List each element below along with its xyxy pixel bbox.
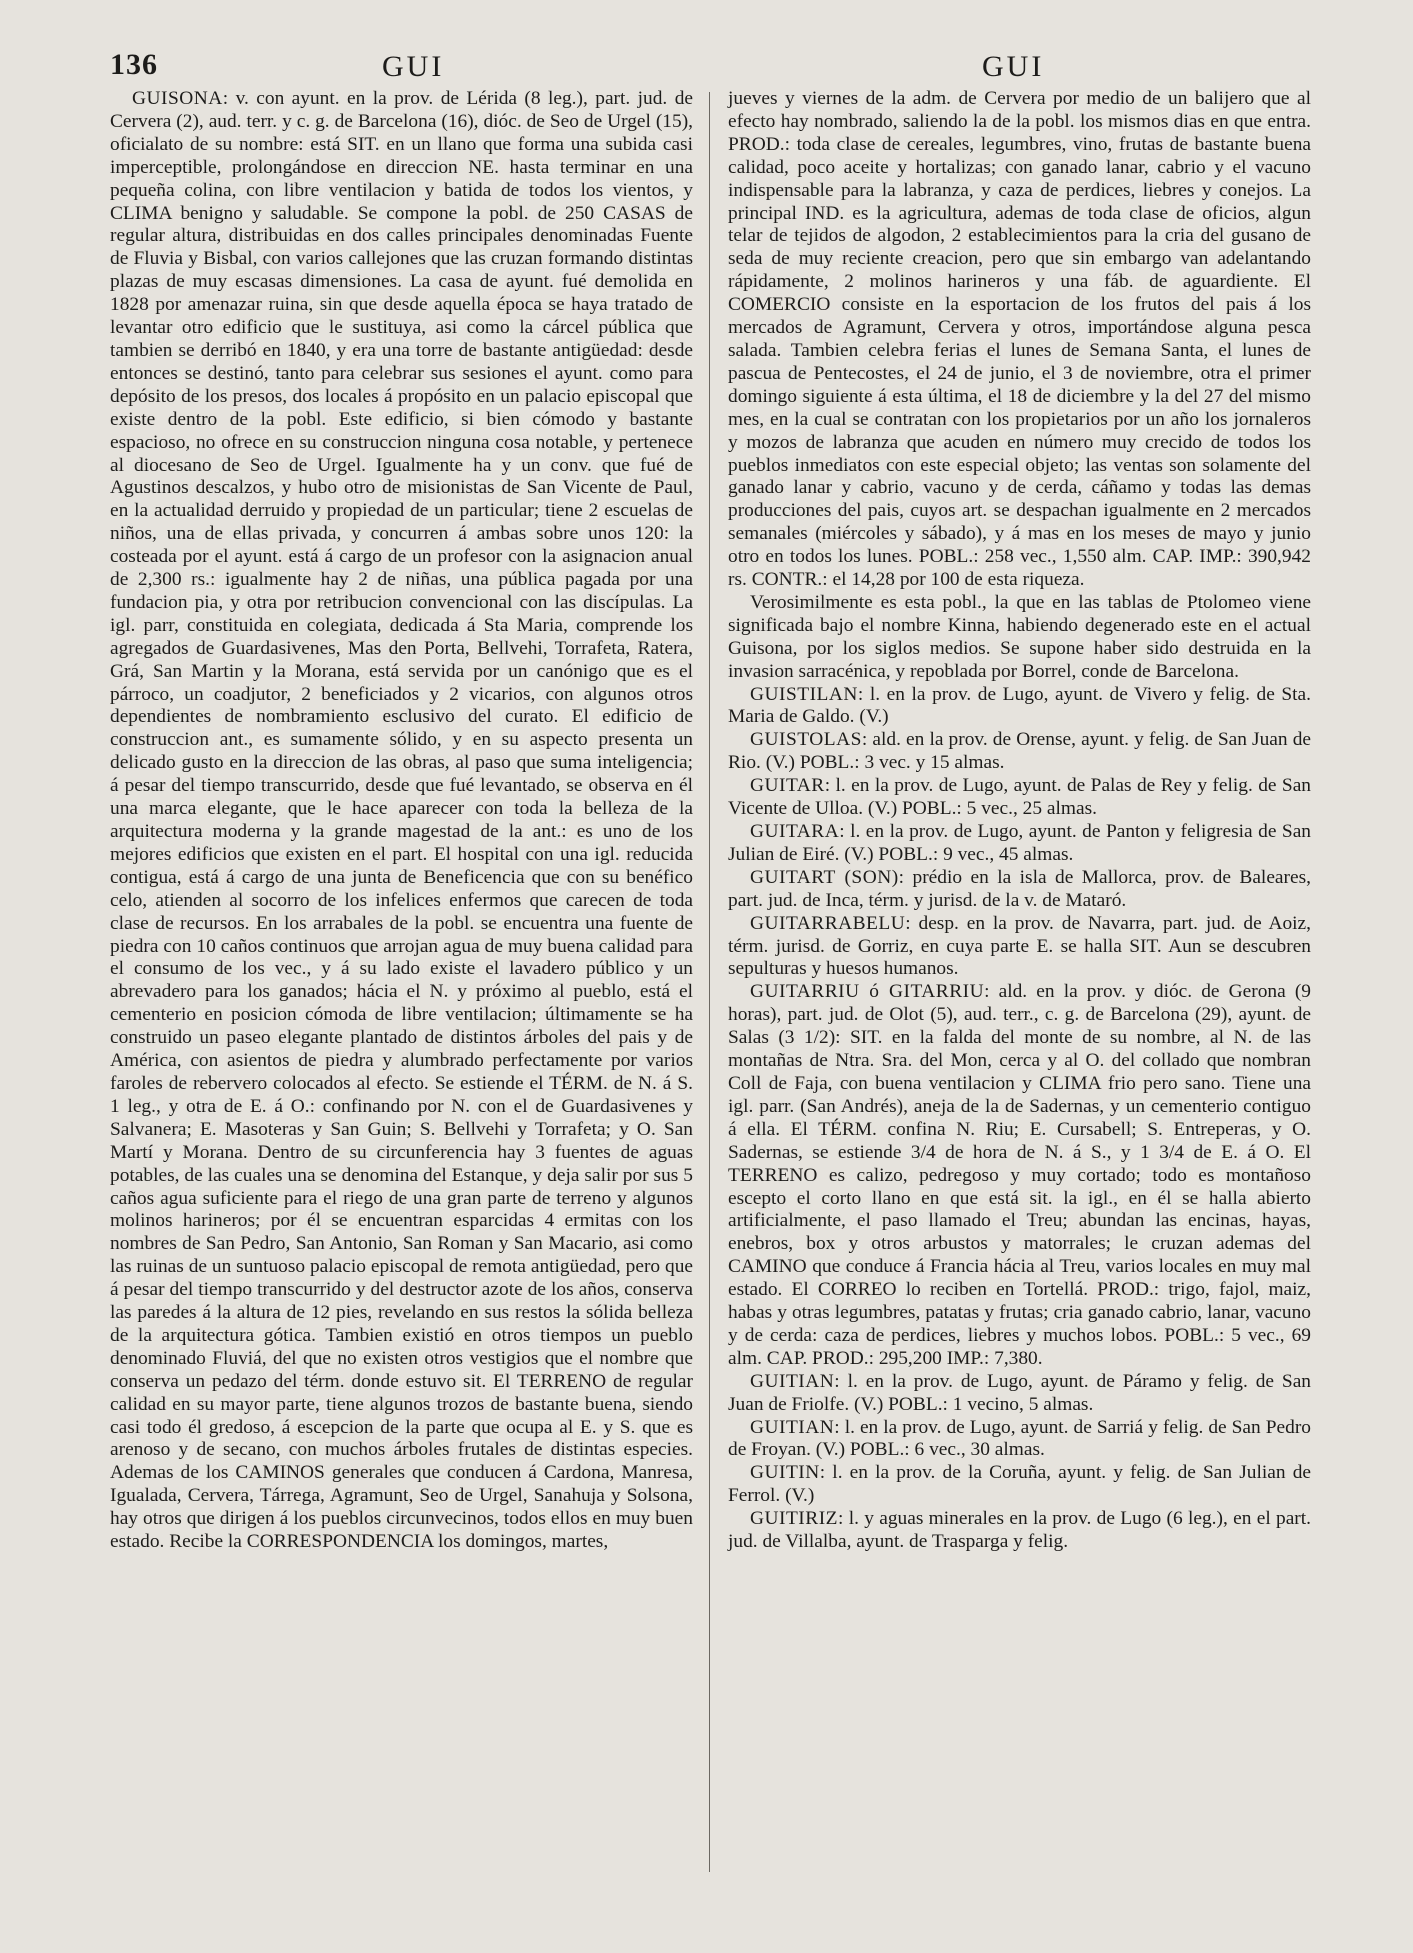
gazetteer-entry: [110, 88, 693, 1554]
gazetteer-entry: [728, 729, 1311, 775]
entry-headword: GUITIAN: [750, 1370, 835, 1392]
entry-headword: GUITIAN: [750, 1416, 835, 1438]
entry-headword: GUITARRIU ó GITARRIU: [750, 981, 985, 1003]
entry-headword: GUITIN: [750, 1462, 820, 1484]
gazetteer-entry: [728, 1417, 1311, 1463]
gazetteer-entry: [728, 981, 1311, 1370]
entry-text: : l. en la prov. de la Coruña, ayunt. y felig. de San Julian de Ferrol. (V.): [728, 1462, 1311, 1507]
entry-text: : l. en la prov. de Lugo, ayunt. de Sarriá y felig. de San Pedro de Froyan. (V.) POBL.: 6 vec., 30 almas.: [728, 1416, 1311, 1461]
entry-headword: GUITIRIZ: [750, 1508, 839, 1530]
entry-headword: GUISTOLAS: [750, 729, 862, 751]
gazetteer-entry: [728, 592, 1311, 684]
entry-headword: GUITAR: [750, 775, 825, 797]
entry-text: : l. en la prov. de Lugo, ayunt. de Vivero y felig. de Sta. Maria de Galdo. (V.): [728, 683, 1311, 728]
page-number: 136: [110, 48, 158, 81]
gazetteer-entry: [728, 1371, 1311, 1417]
entry-text: : l. en la prov. de Lugo, ayunt. de Páramo y felig. de San Juan de Friolfe. (V.) POBL.: 1 vecino, 5 almas.: [728, 1370, 1311, 1415]
entry-text: : prédio en la isla de Mallorca, prov. de Baleares, part. jud. de Inca, térm. y jurisd. de la v. de Mataró.: [728, 866, 1311, 911]
right-column: [728, 88, 1311, 1554]
entry-text: : ald. en la prov. de Orense, ayunt. y felig. de San Juan de Rio. (V.) POBL.: 3 vec. y 15 almas.: [728, 729, 1311, 774]
entry-headword: GUITART (SON): [750, 866, 899, 888]
gazetteer-entry: [728, 88, 1311, 592]
entry-text: : l. en la prov. de Lugo, ayunt. de Palas de Rey y felig. de San Vicente de Ulloa. (V.) POBL.: 5 vec., 25 almas.: [728, 775, 1311, 820]
column-divider: [709, 92, 710, 1872]
gazetteer-entry: [728, 1508, 1311, 1554]
gazetteer-entry: [728, 867, 1311, 913]
gazetteer-entry: [728, 913, 1311, 982]
running-head-left: GUI: [382, 50, 445, 83]
gazetteer-entry: [728, 1462, 1311, 1508]
gazetteer-entry: [728, 775, 1311, 821]
entry-headword: GUITARRABELU: [750, 912, 906, 934]
entry-text: : v. con ayunt. en la prov. de Lérida (8 leg.), part. jud. de Cervera (2), aud. terr. y c. g. de Barcelona (16), dióc. de Seo de Urgel (15), oficialato de su nombre: está SIT. en un llano que forma una subida casi imperceptible, prolongándose en direccion NE. hasta terminar en una pequeña colina, con libre ventilacion y batida de todos los vientos, y CLIMA benigno y saludable. Se compone la pobl. de 250 CASAS de regular altura, distribuidas en dos calles principales denominadas Fuente de Fluvia y Bisbal, con varios callejones que las cruzan formando distintas plazas de muy escasas dimensiones. La casa de ayunt. fué demolida en 1828 por amenazar ruina, sin que desde aquella época se haya tratado de levantar otro edificio que le sustituya, asi como la cárcel pública que tambien se derribó en 1840, y era una torre de bastante antigüedad: desde entonces se destinó, tanto para celebrar sus sesiones el ayunt. como para depósito de los presos, dos locales á propósito en un palacio episcopal que existe dentro de la pobl. Este edificio, si bien cómodo y bastante espacioso, no ofrece en su construccion ninguna cosa notable, y pertenece al diocesano de Seo de Urgel. Igualmente ha y un conv. que fué de Agustinos descalzos, y hubo otro de misionistas de San Vicente de Paul, en la actualidad derruido y propiedad de un particular; tiene 2 escuelas de niños, una de ellas privada, y concurren á ambas sobre unos 120: la costeada por el ayunt. está á cargo de un profesor con la asignacion anual de 2,300 rs.: igualmente hay 2 de niñas, una pública pagada por una fundacion pia, y otra por retribucion convencional con las discípulas. La igl. parr, constituida en colegiata, dedicada á Sta Maria, comprende los agregados de Guardasivenes, Mas den Porta, Bellvehi, Torrafeta, Ratera, Grá, San Martin y la Morana, está servida por un canónigo que es el párroco, un coadjutor, 2 beneficiados y 2 vicarios, con algunos otros dependientes de nombramiento esclusivo del curato. El edificio de construccion ant., es sumamente sólido, y en su aspecto presenta un delicado gusto en la direccion de las obras, al paso que suma inteligencia; á pesar del tiempo transcurrido, desde que fué levantado, se observa en él una marca elegante, que le hace aparecer con toda la belleza de la arquitectura moderna y la grande magestad de la ant.: es uno de los mejores edificios que existen en el part. El hospital con una igl. reducida contigua, está á cargo de una junta de Beneficencia que con su benéfico celo, atienden al socorro de los infelices enfermos que carecen de toda clase de recursos. En los arrabales de la pobl. se encuentra una fuente de piedra con 10 caños continuos que arrojan agua de muy buena calidad para el consumo de los vec., y á su lado existe el lavadero público y un abrevadero para los ganados; hácia el N. y próximo al pueblo, está el cementerio en posicion cómoda de libre ventilacion; últimamente se ha construido un paseo elegante plantado de distintos árboles del pais y de América, con asientos de piedra y alumbrado perfectamente por varios faroles de rebervero colocados al efecto. Se estiende el TÉRM. de N. á S. 1 leg., y otra de E. á O.: confinando por N. con el de Guardasivenes y Salvanera; E. Masoteras y San Guin; S. Bellvehi y Torrafeta; y O. San Martí y Morana. Dentro de su circunferencia hay 3 fuentes de aguas potables, de las cuales una se denomina del Estanque, y deja salir por sus 5 caños agua suficiente para el riego de una gran parte de terreno y algunos molinos harineros; por él se encuentran esparcidas 4 ermitas con los nombres de San Pedro, San Antonio, San Roman y San Macario, asi como las ruinas de un suntuoso palacio episcopal de remota antigüedad, pero que á pesar del tiempo transcurrido y del destructor azote de los años, conserva las paredes á la altura de 12 pies, revelando en sus restos la sólida belleza de la arquitectura gótica. Tambien existió en otros tiempos un pueblo denominado Fluviá, del que no existen otros vestigios que el nombre que conserva un pedazo del térm. donde estuvo sit. El TERRENO de regular calidad en su mayor parte, tiene algunos trozos de bastante buena, siendo casi todo él gredoso, á escepcion de la parte que ocupa al E. y S. que es arenoso y de secano, con muchos árboles frutales de distintas especies. Ademas de los CAMINOS generales que conducen á Cardona, Manresa, Igualada, Cervera, Tárrega, Agramunt, Seo de Urgel, Sanahuja y Solsona, hay otros que dirigen á los pueblos circunvecinos, todos ellos en muy buen estado. Recibe la CORRESPONDENCIA los domingos, martes,: [110, 88, 693, 1553]
entry-text: jueves y viernes de la adm. de Cervera por medio de un balijero que al efecto hay nombrado, saliendo la de la pobl. los mismos dias en que entra. PROD.: toda clase de cereales, legumbres, vino, frutas de bastante buena calidad, poco aceite y hortalizas; con ganado lanar, cabrio y el vacuno indispensable para la labranza, y caza de perdices, liebres y conejos. La principal IND. es la agricultura, ademas de toda clase de oficios, algun telar de tejidos de algodon, 2 establecimientos para la cria del gusano de seda de muy reciente creacion, pero que sin embargo van adelantando rápidamente, 2 molinos harineros y una fáb. de aguardiente. El COMERCIO consiste en la esportacion de los frutos del pais á los mercados de Agramunt, Cervera y otros, importándose alguna pesca salada. Tambien celebra ferias el lunes de Semana Santa, el lunes de pascua de Pentecostes, el 24 de junio, el 3 de noviembre, otra el primer domingo siguiente á esta última, el 18 de diciembre y la del 27 del mismo mes, en la cual se contratan con los propietarios por un año los jornaleros y mozos de labranza que acuden en número muy crecido de todos los pueblos inmediatos con este especial objeto; las ventas son solamente del ganado lanar y cabrio, vacuno y de cerda, cáñamo y todas las demas producciones del pais, cuyos art. se despachan igualmente en 2 mercados semanales (miércoles y sábado), y á mas en los meses de mayo y junio otro en todos los lunes. POBL.: 258 vec., 1,550 alm. CAP. IMP.: 390,942 rs. CONTR.: el 14,28 por 100 de esta riqueza.: [728, 88, 1311, 591]
entry-text: : ald. en la prov. y dióc. de Gerona (9 horas), part. jud. de Olot (5), aud. terr., c. g. de Barcelona (29), ayunt. de Salas (3 1/2): SIT. en la falda del monte de su nombre, al N. de las montañas de Ntra. Sra. del Mon, cerca y al O. del collado que nombran Coll de Faja, con buena ventilacion y CLIMA frio pero sano. Tiene una igl. parr. (San Andrés), aneja de la de Sadernas, y un cementerio contiguo á ella. El TÉRM. confina N. Riu; E. Cursabell; S. Entreperas, y O. Sadernas, se estiende 3/4 de hora de N. á S., y 1 3/4 de E. á O. El TERRENO es calizo, pedregoso y muy cortado; todo es montañoso escepto el corto llano en que está sit. la igl., en él se halla abierto artificialmente, el paso llamado el Treu; abundan las encinas, hayas, enebros, box y otros arbustos y matorrales; le cruzan ademas del CAMINO que conduce á Francia hácia al Treu, varios locales en muy mal estado. El CORREO lo reciben en Tortellá. PROD.: trigo, fajol, maiz, habas y otras legumbres, patatas y frutas; cria ganado cabrio, lanar, vacuno y de cerda: caza de perdices, liebres y muchos lobos. POBL.: 5 vec., 69 alm. CAP. PROD.: 295,200 IMP.: 7,380.: [728, 981, 1311, 1369]
running-head-right: GUI: [982, 50, 1045, 83]
entry-headword: GUISONA: [132, 88, 223, 109]
gazetteer-entry: [728, 684, 1311, 730]
entry-text: Verosimilmente es esta pobl., la que en las tablas de Ptolomeo viene significada bajo el nombre Kinna, habiendo degenerado este en el actual Guisona, por los siglos medios. Se supone haber sido destruida en la invasion sarracénica, y repoblada por Borrel, conde de Barcelona.: [728, 591, 1311, 682]
entry-text: : l. y aguas minerales en la prov. de Lugo (6 leg.), en el part. jud. de Villalba, ayunt. de Trasparga y felig.: [728, 1508, 1311, 1553]
entry-headword: GUITARA: [750, 821, 840, 842]
entry-text: : l. en la prov. de Lugo, ayunt. de Panton y feligresia de San Julian de Eiré. (V.) POBL.: 9 vec., 45 almas.: [728, 821, 1311, 865]
entry-headword: GUISTILAN: [750, 683, 858, 705]
entry-text: : desp. en la prov. de Navarra, part. jud. de Aoiz, térm. jurisd. de Gorriz, en cuya parte E. se halla SIT. Aun se descubren sepulturas y huesos humanos.: [728, 912, 1311, 980]
left-column: [110, 88, 693, 1554]
gazetteer-entry: [728, 821, 1311, 867]
